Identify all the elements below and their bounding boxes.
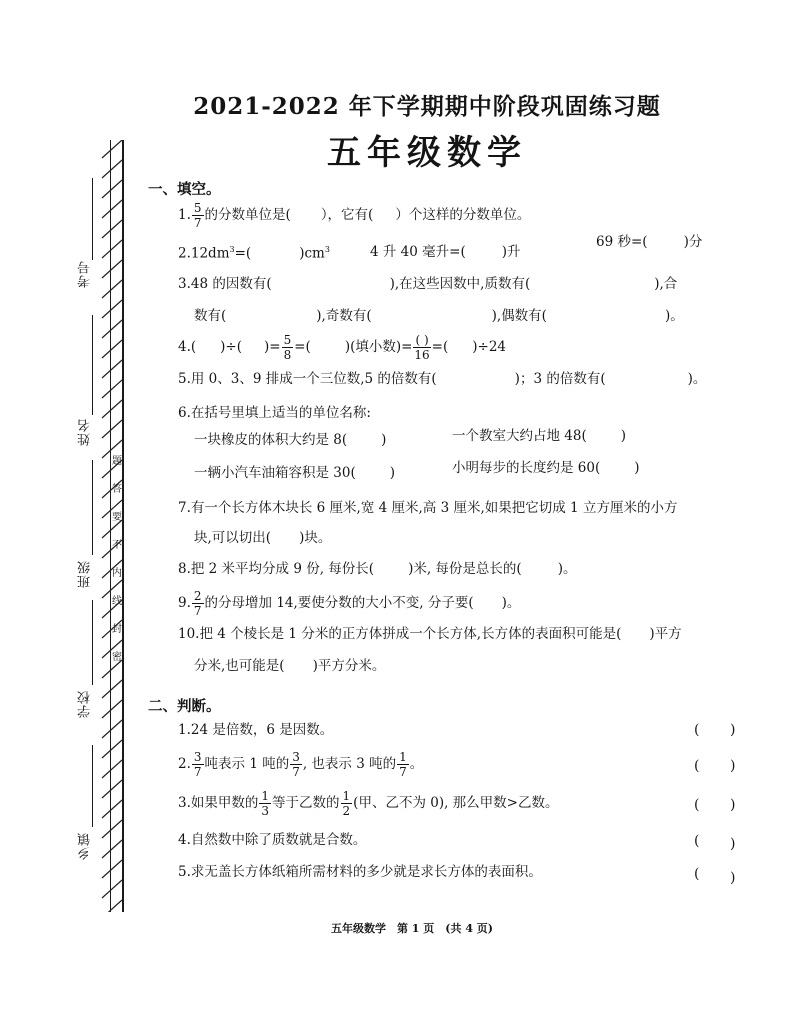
q2-sup-2: 3 xyxy=(324,245,330,254)
answer-box-close: ) xyxy=(730,870,736,886)
q4-text-c: )= xyxy=(264,339,281,355)
q3-text-g: )。 xyxy=(664,308,684,324)
seal-char: 不 xyxy=(112,540,122,551)
q9-text-a: 的分母增加 14,要使分数的大小不变, 分子要( xyxy=(204,595,474,611)
q1-text-a: 的分数单位是( xyxy=(204,207,291,223)
question-5 xyxy=(178,373,706,387)
j2-text-a: 2. xyxy=(178,756,191,772)
answer-box-open: ( xyxy=(694,797,700,813)
q4-fraction xyxy=(282,334,294,361)
exam-subject: 五年级数学 xyxy=(327,133,527,173)
q5-text-b: )；3 的倍数有( xyxy=(514,371,606,387)
q2-text-f: 69 秒=( xyxy=(596,234,648,250)
question-6-item-b xyxy=(452,430,626,444)
j2-f1-denominator: 7 xyxy=(193,765,202,779)
q6-text-a2: ) xyxy=(381,432,387,448)
q6-text-b2: ) xyxy=(620,428,627,444)
q2-text-d: 4 升 40 毫升=( xyxy=(370,244,466,260)
q4-frac-denominator: 8 xyxy=(283,348,292,362)
seal-char: 题 xyxy=(112,456,122,467)
field-class-label: 班级 xyxy=(78,560,93,588)
q1-frac-numerator: 5 xyxy=(193,201,202,215)
q8-text-a: 8.把 2 米平均分成 9 份, 每份长( xyxy=(178,561,375,577)
judge-5: 5.求无盖长方体纸箱所需材料的多少就是求长方体的表面积。 xyxy=(178,864,542,880)
question-6-item-c xyxy=(194,467,395,481)
q3-text-c: ),合 xyxy=(654,276,678,292)
q2-text-c: )cm xyxy=(299,245,325,262)
q3-text-d: 数有( xyxy=(194,308,227,324)
j2-fraction-3 xyxy=(397,751,409,778)
q1-number: 1. xyxy=(178,207,191,223)
q1-fraction xyxy=(192,202,204,229)
q9-frac-numerator: 2 xyxy=(193,589,202,603)
seal-char: 要 xyxy=(112,512,122,523)
page-footer: 五年级数学 第 1 页 (共 4 页) xyxy=(330,922,494,935)
answer-box-close: ) xyxy=(730,836,736,852)
j2-f2-denominator: 7 xyxy=(292,765,300,779)
question-3 xyxy=(178,278,677,292)
field-exam-number-line xyxy=(92,178,93,260)
j2-fraction-2 xyxy=(290,751,302,778)
q2-text-b: =( xyxy=(234,245,252,262)
seal-char: 密 xyxy=(112,652,122,663)
answer-box-open: ( xyxy=(694,833,700,849)
q4-text-b: )÷( xyxy=(220,339,243,355)
judge-4: 4.自然数中除了质数就是合数。 xyxy=(178,832,367,848)
q9-text-b: )。 xyxy=(501,595,521,611)
j3-f2-numerator: 1 xyxy=(342,789,351,803)
field-township-label: 乡镇 xyxy=(78,832,93,860)
q4-frac-numerator: 5 xyxy=(283,333,292,347)
field-school-label: 学校 xyxy=(78,690,93,718)
q6-text-d: 小明每步的长度约是 60( xyxy=(452,460,601,476)
q7-text-b: 块,可以切出( xyxy=(194,530,272,546)
field-school-line xyxy=(92,600,93,685)
q4-text-e: )(填小数)= xyxy=(344,339,413,355)
question-10 xyxy=(178,628,682,642)
j3-f2-denominator: 2 xyxy=(342,804,351,818)
q3-text-f: ),偶数有( xyxy=(491,308,547,324)
q1-text-c: ）个这样的分数单位。 xyxy=(395,207,531,223)
q1-text-b: ），它有( xyxy=(320,207,374,223)
j3-fraction-1 xyxy=(259,790,271,817)
q10-text-d: )平方分米。 xyxy=(312,658,386,674)
q3-text-e: ),奇数有( xyxy=(316,308,372,324)
q6-text-d2: ) xyxy=(634,460,640,476)
q4-text-a: 4.( xyxy=(178,339,197,355)
q8-text-c: )。 xyxy=(557,561,577,577)
field-township-line xyxy=(92,745,93,827)
j3-text-b: 等于乙数的 xyxy=(272,795,340,811)
q4-fraction-2 xyxy=(413,334,430,361)
q9-number: 9. xyxy=(178,595,191,611)
q2-text-g: )分 xyxy=(683,234,703,250)
q4-frac2-numerator: ( ) xyxy=(415,333,429,347)
q4-frac2-denominator: 16 xyxy=(414,348,430,362)
j3-text-c: (甲、乙不为 0), 那么甲数>乙数。 xyxy=(353,795,559,811)
j2-text-b: 吨表示 1 吨的 xyxy=(204,756,290,772)
question-9 xyxy=(178,590,520,617)
field-class-line xyxy=(92,460,93,555)
field-exam-number-label: 考号 xyxy=(78,260,93,288)
judge-2 xyxy=(178,751,423,778)
exam-title: 2021-2022 年下学期期中阶段巩固练习题 xyxy=(193,93,661,120)
seal-char: 封 xyxy=(112,624,122,635)
j3-text-a: 3.如果甲数的 xyxy=(178,795,259,811)
j3-f1-numerator: 1 xyxy=(261,789,270,803)
question-1 xyxy=(178,202,530,229)
q10-text-a: 10.把 4 个棱长是 1 分米的正方体拼成一个长方体,长方体的表面积可能是( xyxy=(178,626,622,642)
q4-text-f: =( xyxy=(431,339,449,355)
q2-sup-1: 3 xyxy=(229,245,235,254)
q9-fraction xyxy=(192,590,204,617)
q1-frac-denominator: 7 xyxy=(193,216,202,230)
q6-text-c2: ) xyxy=(389,465,396,481)
question-3-line-2 xyxy=(194,310,684,324)
q6-text-c: 一辆小汽车油箱容积是 30( xyxy=(194,465,356,481)
j2-f1-numerator: 3 xyxy=(193,750,202,764)
question-4 xyxy=(178,334,506,361)
seal-char: 线 xyxy=(112,596,122,607)
j3-fraction-2 xyxy=(341,790,353,817)
q10-text-c: 分米,也可能是( xyxy=(194,658,285,674)
field-name-line xyxy=(92,315,93,415)
question-7-line-2 xyxy=(194,532,331,546)
q6-text-a: 一块橡皮的体积大约是 8( xyxy=(194,432,348,448)
j2-f3-numerator: 1 xyxy=(399,750,407,764)
j2-fraction-1 xyxy=(192,751,204,778)
q7-text-c: )块。 xyxy=(299,530,332,546)
q10-text-b: )平方 xyxy=(649,626,682,642)
j2-text-d: 。 xyxy=(409,756,424,772)
judge-3 xyxy=(178,790,558,817)
question-2-part-c xyxy=(596,236,702,250)
q2-text-e: )升 xyxy=(501,244,521,260)
question-8 xyxy=(178,563,576,577)
q3-text-a: 3.48 的因数有( xyxy=(178,276,272,292)
j2-text-c: , 也表示 3 吨的 xyxy=(302,756,397,772)
judge-1: 1.24 是倍数，6 是因数。 xyxy=(178,722,334,738)
j2-f3-denominator: 7 xyxy=(399,765,407,779)
question-7: 7.有一个长方体木块长 6 厘米,宽 4 厘米,高 3 厘米,如果把它切成 1 立方厘米的小方 xyxy=(178,500,678,516)
seal-char: 答 xyxy=(112,484,122,495)
q8-text-b: )米, 每份是总长的( xyxy=(408,561,522,577)
answer-box-close: ) xyxy=(730,797,736,813)
seal-char: 内 xyxy=(112,568,122,579)
answer-box-close: ) xyxy=(730,722,736,738)
section-heading-fill-in: 一、填空。 xyxy=(148,181,221,198)
question-2-part-b xyxy=(370,246,521,260)
q3-text-b: ),在这些因数中,质数有( xyxy=(389,276,531,292)
j2-f2-numerator: 3 xyxy=(292,750,300,764)
field-name-label: 姓名 xyxy=(78,418,93,446)
answer-box-open: ( xyxy=(694,758,700,774)
question-6-item-d xyxy=(452,462,640,476)
question-6-item-a xyxy=(194,434,386,448)
q5-text-a: 5.用 0、3、9 排成一个三位数,5 的倍数有( xyxy=(178,371,437,387)
q5-text-c: )。 xyxy=(687,371,707,387)
q6-text-b: 一个教室大约占地 48( xyxy=(452,428,587,444)
question-2 xyxy=(178,246,330,261)
answer-box-close: ) xyxy=(730,758,736,774)
j3-f1-denominator: 3 xyxy=(261,804,270,818)
q4-text-d: =( xyxy=(294,339,311,355)
q2-text-a: 2.12dm xyxy=(178,245,230,262)
question-6: 6.在括号里填上适当的单位名称: xyxy=(178,405,371,421)
answer-box-open: ( xyxy=(694,722,700,738)
q9-frac-denominator: 7 xyxy=(193,604,202,618)
question-10-line-2 xyxy=(194,660,385,674)
section-heading-true-false: 二、判断。 xyxy=(148,698,221,715)
answer-box-open: ( xyxy=(694,866,700,882)
q4-text-g: )÷24 xyxy=(472,339,507,355)
binding-hatching xyxy=(100,140,126,912)
